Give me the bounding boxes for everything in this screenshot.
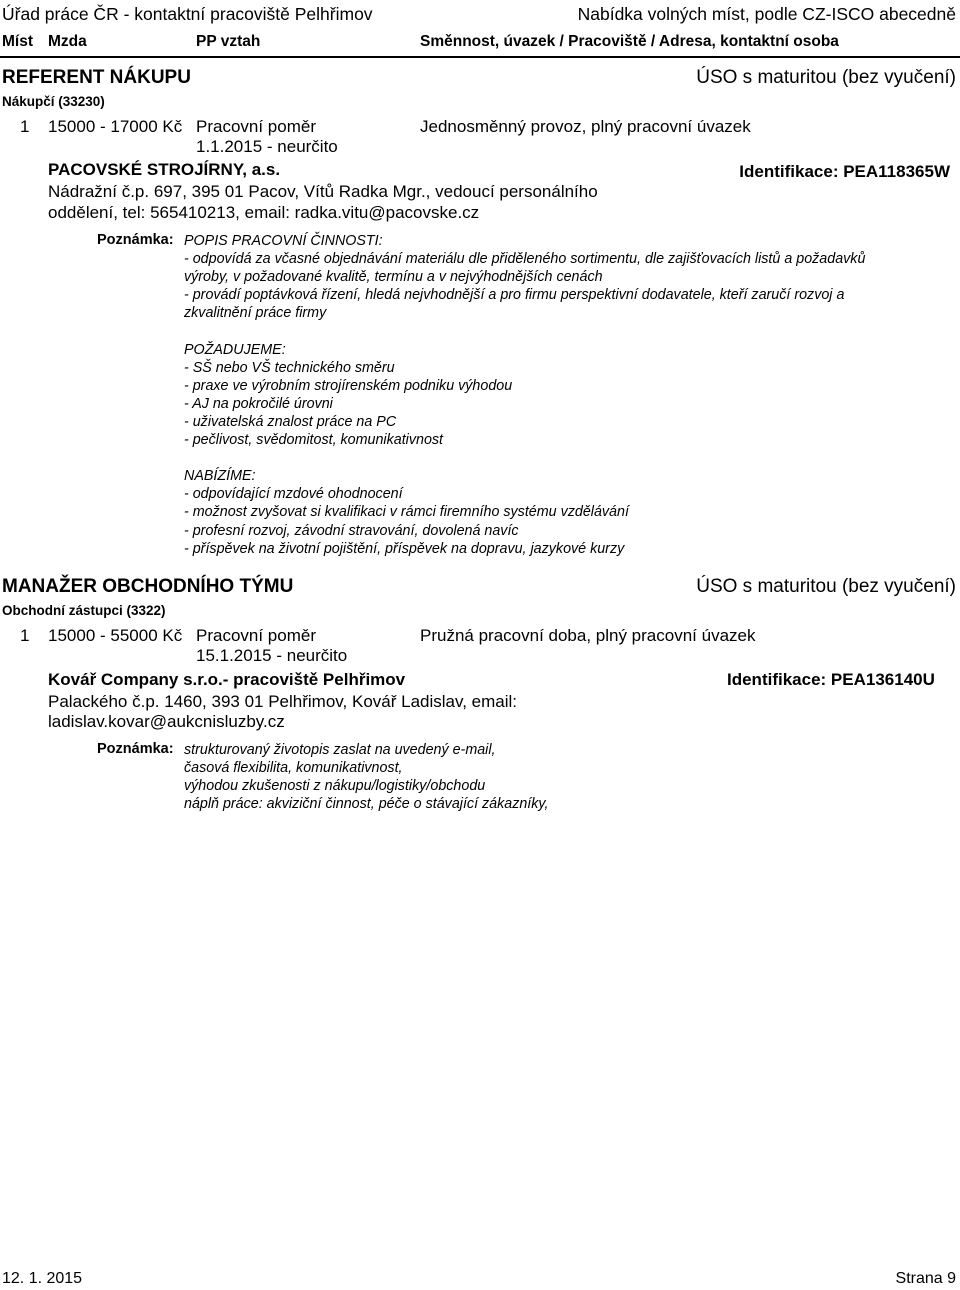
job-title: MANAŽER OBCHODNÍHO TÝMU [2,576,294,597]
note-blank-line [184,449,865,467]
education-requirement: ÚSO s maturitou (bez vyučení) [696,67,956,88]
education-requirement: ÚSO s maturitou (bez vyučení) [696,576,956,597]
note-line: strukturovaný životopis zaslat na uvedený e-mail, [184,742,496,758]
employer-address-line: Nádražní č.p. 697, 395 01 Pacov, Vítů Radka Mgr., vedoucí personálního [48,182,598,201]
note-line: - odpovídající mzdové ohodnocení [184,486,403,503]
note-line: - profesní rozvoj, závodní stravování, dovolená navíc [184,522,519,539]
employer-name: Kovář Company s.r.o.- pracoviště Pelhřimov [48,670,406,689]
note-line: - pečlivost, svědomitost, komunikativnost [184,432,444,449]
listing-title: Nabídka volných míst, podle CZ-ISCO abecedně [577,4,956,24]
note-label: Poznámka: [97,741,174,757]
job-identification: Identifikace: PEA136140U [727,670,935,689]
note-blank-line [184,322,865,340]
note-line: časová flexibilita, komunikativnost, [184,760,403,777]
employer-name: PACOVSKÉ STROJÍRNY, a.s. [48,160,281,179]
job-identification: Identifikace: PEA118365W [739,162,950,181]
employment-type: Pracovní poměr [196,117,316,136]
col-header-mzda: Mzda [48,33,87,50]
col-header-smennost: Směnnost, úvazek / Pracoviště / Adresa, kontaktní osoba [420,33,839,50]
employer-contact-line: oddělení, tel: 565410213, email: radka.vitu@pacovske.cz [48,203,480,222]
note-line: - provádí poptávková řízení, hledá nejvhodnější a pro firmu perspektivní dodavatele, kteří zaručí rozvoj a [184,287,845,304]
shift-type: Jednosměnný provoz, plný pracovní úvazek [420,117,751,136]
places-count: 1 [20,117,30,136]
note-label: Poznámka: [97,232,174,248]
header-divider [0,56,960,58]
places-count: 1 [20,626,30,645]
job-note [184,741,549,813]
note-line: POŽADUJEME: [184,341,286,358]
col-header-pp-vztah: PP vztah [196,33,261,50]
employer-contact-line: ladislav.kovar@aukcnisluzby.cz [48,712,285,731]
note-line: - příspěvek na životní pojištění, příspěvek na dopravu, jazykové kurzy [184,540,625,557]
note-line: výroby, v požadované kvalitě, termínu a v nejvýhodnějších cenách [184,269,603,286]
note-line: výhodou zkušenosti z nákupu/logistiky/obchodu [184,778,486,795]
note-line: - praxe ve výrobním strojírenském podniku výhodou [184,377,513,394]
employment-period: 1.1.2015 - neurčito [196,137,338,156]
salary: 15000 - 17000 Kč [48,117,183,136]
note-line: POPIS PRACOVNÍ ČINNOSTI: [184,233,383,249]
job-category: Obchodní zástupci (3322) [2,603,166,618]
shift-type: Pružná pracovní doba, plný pracovní úvazek [420,626,756,645]
office-title: Úřad práce ČR - kontaktní pracoviště Pelhřimov [2,4,373,24]
note-line: náplň práce: akviziční činnost, péče o stávající zákazníky, [184,796,549,813]
note-line: - AJ na pokročilé úrovni [184,395,333,412]
employment-period: 15.1.2015 - neurčito [196,646,348,665]
job-note [184,232,865,558]
col-header-mist: Míst [2,33,33,50]
page-number: Strana 9 [895,1270,956,1287]
note-line: NABÍZÍME: [184,468,256,485]
note-line: - uživatelská znalost práce na PC [184,413,397,430]
employment-type: Pracovní poměr [196,626,316,645]
note-line: - SŠ nebo VŠ technického směru [184,359,395,376]
employer-address-line: Palackého č.p. 1460, 393 01 Pelhřimov, Kovář Ladislav, email: [48,692,518,711]
salary: 15000 - 55000 Kč [48,626,183,645]
note-line: zkvalitnění práce firmy [184,305,327,322]
note-line: - odpovídá za včasné objednávání materiálu dle přiděleného sortimentu, dle zajišťovacích listů a požadavků [184,251,866,268]
print-date: 12. 1. 2015 [2,1270,83,1287]
job-title: REFERENT NÁKUPU [2,67,191,88]
job-category: Nákupčí (33230) [2,94,105,109]
note-line: - možnost zvyšovat si kvalifikaci v rámci firemního systému vzdělávání [184,504,629,521]
